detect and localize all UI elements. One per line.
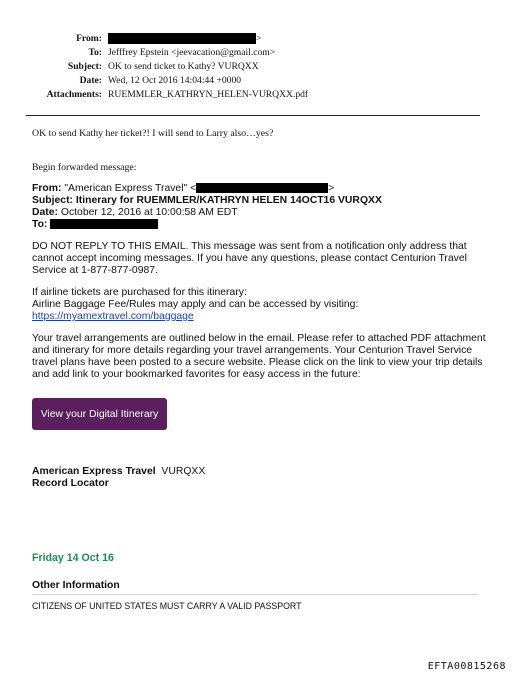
airline-line-1: If airline tickets are purchased for this itinerary:	[32, 287, 247, 298]
header-divider	[26, 115, 480, 116]
notice-line-2: cannot accept incoming messages. If you have any questions, please contact Centurion Travel	[32, 253, 467, 264]
redaction-block	[196, 183, 328, 193]
date-label: Date:	[79, 75, 102, 86]
from-value	[108, 32, 261, 46]
redaction-block	[108, 33, 256, 44]
record-line	[32, 466, 205, 478]
arrangements-line-4: and add link to your bookmarked favorites for easy access in the future:	[32, 369, 361, 380]
from-suffix: >	[256, 33, 262, 44]
fwd-to	[32, 219, 158, 231]
from-label: From:	[76, 33, 102, 44]
arrangements-line-1: Your travel arrangements are outlined below in the email. Please refer to attached PDF attachment	[32, 333, 486, 344]
to-label: To:	[88, 47, 102, 58]
subject-label: Subject:	[67, 61, 102, 72]
email-header	[6, 32, 486, 104]
fwd-subject-value: Itinerary for RUEMMLER/KATHRYN HELEN 14OCT16 VURQXX	[75, 195, 382, 206]
redaction-block	[50, 219, 158, 229]
notice-line-3: Service at 1-877-877-0987.	[32, 265, 158, 276]
trip-date: Friday 14 Oct 16	[32, 552, 114, 564]
airline-line-2: Airline Baggage Fee/Rules may apply and can be accessed by visiting:	[32, 299, 359, 310]
record-locator-label: Record Locator	[32, 478, 109, 489]
subject-value: OK to send ticket to Kathy? VURQXX	[108, 61, 259, 72]
attachment-link[interactable]: RUEMMLER_KATHRYN_HELEN-VURQXX.pdf	[108, 89, 309, 100]
fwd-from	[32, 183, 334, 195]
fwd-subject	[32, 195, 382, 207]
passport-notice: CITIZENS OF UNITED STATES MUST CARRY A VALID PASSPORT	[32, 601, 302, 611]
fwd-to-label: To:	[32, 219, 48, 230]
baggage-link[interactable]: https://myamextravel.com/baggage	[32, 311, 194, 322]
document-id: EFTA00815268	[427, 661, 506, 672]
to-value: Jefffrey Epstein <jeevacation@gmail.com>	[108, 47, 276, 58]
forwarded-label: Begin forwarded message:	[32, 162, 137, 173]
fwd-from-suffix: >	[328, 183, 335, 194]
view-itinerary-button[interactable]: View your Digital Itinerary	[32, 398, 167, 430]
fwd-subject-label: Subject:	[32, 195, 73, 206]
other-info-heading: Other Information	[32, 580, 120, 591]
arrangements-line-2: and itinerary for more details regarding your travel arrangements. Your Centurion Travel Service	[32, 345, 473, 356]
arrangements-line-3: travel plans have been posted to a secure website. Please click on the link to view your trip details	[32, 357, 483, 368]
date-value: Wed, 12 Oct 2016 14:04:44 +0000	[108, 75, 242, 86]
fwd-date-value: October 12, 2016 at 10:00:58 AM EDT	[60, 207, 238, 218]
fwd-from-label: From:	[32, 183, 62, 194]
attachments-label: Attachments:	[46, 89, 102, 100]
record-company: American Express Travel	[32, 466, 156, 477]
section-divider	[32, 594, 478, 595]
fwd-date	[32, 207, 238, 219]
notice-line-1: DO NOT REPLY TO THIS EMAIL. This message was sent from a notification only address that	[32, 241, 467, 252]
fwd-from-value: "American Express Travel" <	[64, 183, 197, 194]
fwd-date-label: Date:	[32, 207, 58, 218]
record-code: VURQXX	[161, 466, 206, 477]
message-text: OK to send Kathy her ticket?! I will send to Larry also…yes?	[32, 128, 274, 139]
